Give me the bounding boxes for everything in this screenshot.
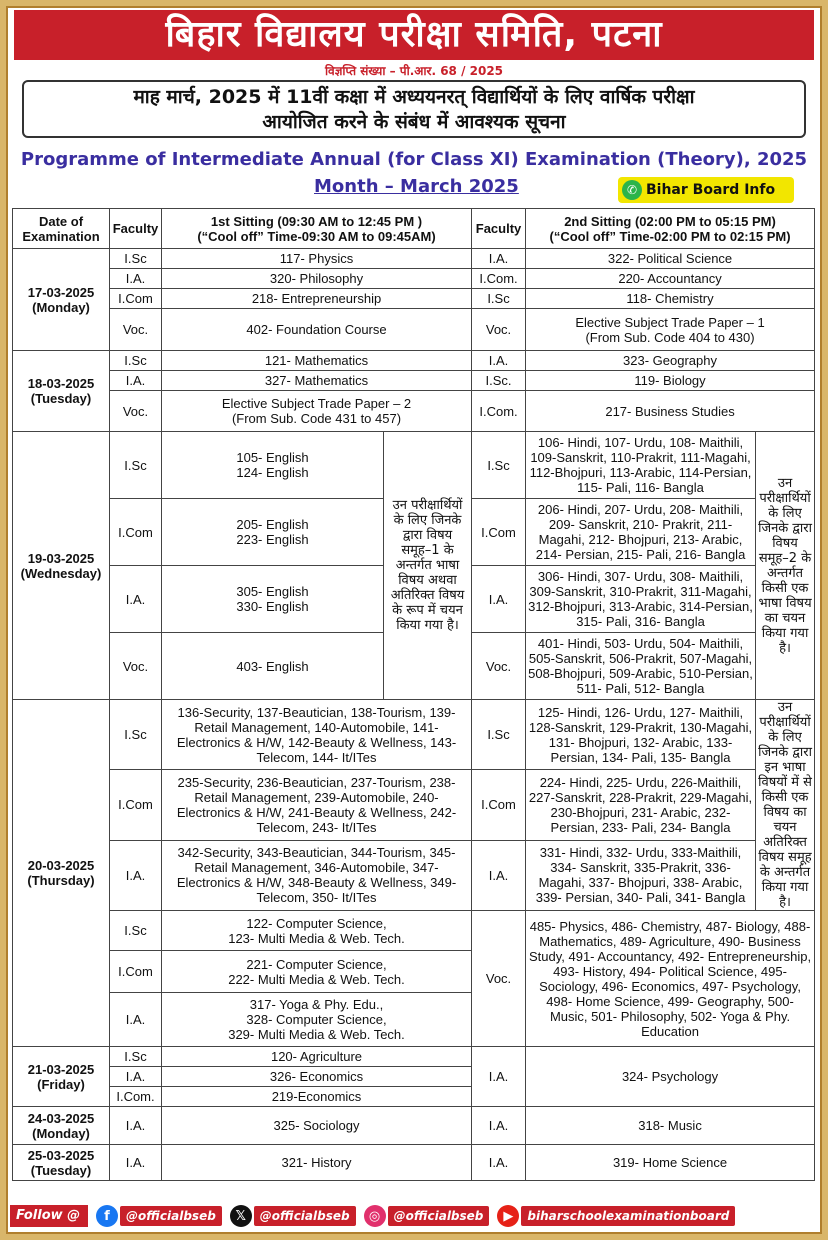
faculty-cell: I.A.	[472, 1107, 526, 1145]
header-date: Date of Examination	[13, 209, 110, 249]
faculty-cell: I.Sc	[110, 351, 162, 371]
header-second-sitting: 2nd Sitting (02:00 PM to 05:15 PM) (“Cool off” Time-02:00 PM to 02:15 PM)	[526, 209, 815, 249]
facebook-icon: f	[96, 1205, 118, 1227]
subject-cell: 331- Hindi, 332- Urdu, 333-Maithili, 334- Sanskrit, 335-Prakrit, 336- Magahi, 337- Bhojpuri, 338- Arabic, 339- Persian, 340- Pali, 341- Bangla	[526, 840, 756, 910]
faculty-cell: Voc.	[110, 309, 162, 351]
language-group-1-note: उन परीक्षार्थियों के लिए जिनके द्वारा विषय समूह–1 के अन्तर्गत भाषा विषय अथवा अतिरिक्त विषय के रूप में चयन किया गया है।	[384, 432, 472, 700]
subject-cell: 321- History	[162, 1145, 472, 1181]
faculty-cell: I.A.	[472, 351, 526, 371]
table-row	[13, 700, 815, 770]
faculty-cell: I.Com	[110, 770, 162, 840]
date-cell: 18-03-2025 (Tuesday)	[13, 351, 110, 432]
subject-cell: 219-Economics	[162, 1087, 472, 1107]
faculty-cell: I.Com.	[110, 1087, 162, 1107]
faculty-cell: I.A.	[472, 566, 526, 633]
date-cell: 25-03-2025 (Tuesday)	[13, 1145, 110, 1181]
faculty-cell: I.A.	[110, 1067, 162, 1087]
faculty-cell: I.A.	[110, 840, 162, 910]
table-row	[13, 1107, 815, 1145]
faculty-cell: I.Com	[472, 499, 526, 566]
subject-cell: 224- Hindi, 225- Urdu, 226-Maithili, 227-Sanskrit, 228-Prakrit, 229-Magahi, 230-Bhojpuri, 231- Arabic, 232- Persian, 233- Pali, 234- Bangla	[526, 770, 756, 840]
subject-cell: 221- Computer Science, 222- Multi Media & Web. Tech.	[162, 951, 472, 993]
faculty-cell: I.A.	[472, 1145, 526, 1181]
faculty-cell: I.A.	[110, 1145, 162, 1181]
faculty-cell: I.Sc	[110, 700, 162, 770]
subject-cell: 325- Sociology	[162, 1107, 472, 1145]
board-title-banner: बिहार विद्यालय परीक्षा समिति, पटना	[14, 10, 814, 60]
faculty-cell: I.Sc	[110, 1047, 162, 1067]
subject-cell: 106- Hindi, 107- Urdu, 108- Maithili, 109-Sanskrit, 110-Prakrit, 111-Magahi, 112-Bhojpuri, 113-Arabic, 114-Persian, 115- Pali, 116- Bangla	[526, 432, 756, 499]
subject-cell: 322- Political Science	[526, 249, 815, 269]
subject-line-2: आयोजित करने के संबंध में आवश्यक सूचना	[262, 111, 566, 133]
whatsapp-icon: ✆	[622, 180, 642, 200]
youtube-handle: biharschoolexaminationboard	[521, 1206, 735, 1226]
facebook-handle: @officialbseb	[120, 1206, 222, 1226]
subject-cell: 117- Physics	[162, 249, 472, 269]
table-row	[13, 840, 815, 910]
notice-number: विज्ञप्ति संख्या – पी.आर. 68 / 2025	[324, 64, 504, 78]
subject-cell: 317- Yoga & Phy. Edu., 328- Computer Science, 329- Multi Media & Web. Tech.	[162, 993, 472, 1047]
subject-line-1: माह मार्च, 2025 में 11वीं कक्षा में अध्ययनरत् विद्यार्थियों के लिए वार्षिक परीक्षा	[133, 86, 695, 108]
subject-cell: 218- Entrepreneurship	[162, 289, 472, 309]
subject-cell: Elective Subject Trade Paper – 1 (From Sub. Code 404 to 430)	[526, 309, 815, 351]
subject-cell: 235-Security, 236-Beautician, 237-Tourism, 238- Retail Management, 239-Automobile, 240-Electronics & H/W, 241-Beauty & Wellness, 242- Telecom, 243- It/ITes	[162, 770, 472, 840]
subject-cell: 217- Business Studies	[526, 391, 815, 432]
faculty-cell: I.Sc	[110, 911, 162, 951]
subject-cell: 326- Economics	[162, 1067, 472, 1087]
youtube-link[interactable]	[497, 1205, 735, 1227]
language-group-2-note: उन परीक्षार्थियों के लिए जिनके द्वारा विषय समूह–2 के अन्तर्गत किसी एक भाषा विषय का चयन किया गया है।	[756, 432, 815, 700]
subject-cell: 342-Security, 343-Beautician, 344-Tourism, 345- Retail Management, 346-Automobile, 347-Electronics & H/W, 348-Beauty & Wellness, 349- Telecom, 350- It/ITes	[162, 840, 472, 910]
faculty-cell: I.Sc	[472, 700, 526, 770]
faculty-cell: I.Com	[110, 499, 162, 566]
faculty-cell: I.Sc	[472, 289, 526, 309]
x-handle: @officialbseb	[254, 1206, 356, 1226]
table-row	[13, 249, 815, 269]
facebook-link[interactable]	[96, 1205, 222, 1227]
subject-cell: 401- Hindi, 503- Urdu, 504- Maithili, 505-Sanskrit, 506-Prakrit, 507-Magahi, 508-Bhojpuri, 509-Arabic, 510-Persian, 511- Pali, 512- Bangla	[526, 633, 756, 700]
x-icon: 𝕏	[230, 1205, 252, 1227]
programme-title: Programme of Intermediate Annual (for Class XI) Examination (Theory), 2025	[20, 149, 808, 170]
instagram-link[interactable]	[364, 1205, 490, 1227]
youtube-icon: ▶	[497, 1205, 519, 1227]
faculty-cell: I.Com.	[472, 269, 526, 289]
table-row	[13, 432, 815, 499]
faculty-cell: I.Sc	[110, 432, 162, 499]
subject-cell: 121- Mathematics	[162, 351, 472, 371]
faculty-cell: I.A.	[110, 371, 162, 391]
table-row	[13, 269, 815, 289]
x-link[interactable]	[230, 1205, 356, 1227]
faculty-cell: Voc.	[472, 633, 526, 700]
subject-cell: 324- Psychology	[526, 1047, 815, 1107]
subject-cell: 118- Chemistry	[526, 289, 815, 309]
instagram-icon: ◎	[364, 1205, 386, 1227]
faculty-cell: I.Sc	[110, 249, 162, 269]
faculty-cell: I.A.	[110, 566, 162, 633]
faculty-cell: I.Sc.	[472, 371, 526, 391]
whatsapp-badge[interactable]	[618, 177, 794, 203]
faculty-cell: I.Sc	[472, 432, 526, 499]
subject-cell: 122- Computer Science, 123- Multi Media & Web. Tech.	[162, 911, 472, 951]
faculty-cell: I.Com	[110, 289, 162, 309]
faculty-cell: I.A.	[110, 993, 162, 1047]
table-row	[13, 1047, 815, 1067]
faculty-cell: I.A.	[110, 269, 162, 289]
faculty-cell: I.Com.	[472, 391, 526, 432]
social-footer	[10, 1202, 818, 1230]
table-row	[13, 289, 815, 309]
table-row	[13, 770, 815, 840]
faculty-cell: I.A.	[472, 249, 526, 269]
header-faculty-1: Faculty	[110, 209, 162, 249]
subject-cell: 320- Philosophy	[162, 269, 472, 289]
subject-cell: Elective Subject Trade Paper – 2 (From Sub. Code 431 to 457)	[162, 391, 472, 432]
faculty-cell: I.A.	[472, 840, 526, 910]
instagram-handle: @officialbseb	[388, 1206, 490, 1226]
header-row	[13, 209, 815, 249]
faculty-cell: Voc.	[110, 633, 162, 700]
subject-cell: 402- Foundation Course	[162, 309, 472, 351]
faculty-cell: Voc.	[110, 391, 162, 432]
subject-cell: 306- Hindi, 307- Urdu, 308- Maithili, 309-Sanskrit, 310-Prakrit, 311-Magahi, 312-Bhojpuri, 313-Arabic, 314-Persian, 315- Pali, 316- Bangla	[526, 566, 756, 633]
whatsapp-label: Bihar Board Info	[646, 182, 776, 198]
subject-cell: 136-Security, 137-Beautician, 138-Tourism, 139- Retail Management, 140-Automobile, 141-Electronics & H/W, 142-Beauty & Wellness, 143- Telecom, 144- It/ITes	[162, 700, 472, 770]
faculty-cell: I.Com	[472, 770, 526, 840]
faculty-cell: Voc.	[472, 309, 526, 351]
subject-cell: 319- Home Science	[526, 1145, 815, 1181]
subject-cell: 485- Physics, 486- Chemistry, 487- Biology, 488- Mathematics, 489- Agriculture, 490- Business Study, 491- Accountancy, 492- Entrepreneurship, 493- History, 494- Political Science, 495- Sociology, 496- Economics, 497- Psychology, 498- Home Science, 499- Geography, 500- Music, 501- Philosophy, 502- Yoga & Phy. Education	[526, 911, 815, 1047]
month-label: Month – March 2025	[314, 176, 519, 197]
subject-cell: 105- English 124- English	[162, 432, 384, 499]
header-faculty-2: Faculty	[472, 209, 526, 249]
follow-label: Follow @	[10, 1205, 88, 1227]
table-row	[13, 309, 815, 351]
subject-cell: 206- Hindi, 207- Urdu, 208- Maithili, 209- Sanskrit, 210- Prakrit, 211- Magahi, 212- Bhojpuri, 213- Arabic, 214- Persian, 215- Pali, 216- Bangla	[526, 499, 756, 566]
faculty-cell: I.A.	[110, 1107, 162, 1145]
table-row	[13, 351, 815, 371]
date-cell: 20-03-2025 (Thursday)	[13, 700, 110, 1047]
subject-cell: 327- Mathematics	[162, 371, 472, 391]
subject-cell: 318- Music	[526, 1107, 815, 1145]
subject-cell: 205- English 223- English	[162, 499, 384, 566]
subject-cell: 323- Geography	[526, 351, 815, 371]
exam-schedule-table	[12, 208, 815, 1181]
subject-cell: 125- Hindi, 126- Urdu, 127- Maithili, 128-Sanskrit, 129-Prakrit, 130-Magahi, 131- Bhojpuri, 132- Arabic, 133- Persian, 134- Pali, 135- Bangla	[526, 700, 756, 770]
notice-subject	[22, 80, 806, 138]
table-row	[13, 1145, 815, 1181]
date-cell: 17-03-2025 (Monday)	[13, 249, 110, 351]
faculty-cell: I.A.	[472, 1047, 526, 1107]
date-cell: 21-03-2025 (Friday)	[13, 1047, 110, 1107]
faculty-cell: Voc.	[472, 911, 526, 1047]
subject-cell: 120- Agriculture	[162, 1047, 472, 1067]
date-cell: 19-03-2025 (Wednesday)	[13, 432, 110, 700]
subject-cell: 403- English	[162, 633, 384, 700]
subject-cell: 119- Biology	[526, 371, 815, 391]
header-first-sitting: 1st Sitting (09:30 AM to 12:45 PM ) (“Cool off” Time-09:30 AM to 09:45AM)	[162, 209, 472, 249]
faculty-cell: I.Com	[110, 951, 162, 993]
additional-group-note: उन परीक्षार्थियों के लिए जिनके द्वारा इन भाषा विषयों में से किसी एक विषय का चयन अतिरिक्त विषय समूह के अन्तर्गत किया गया है।	[756, 700, 815, 911]
subject-cell: 305- English 330- English	[162, 566, 384, 633]
date-cell: 24-03-2025 (Monday)	[13, 1107, 110, 1145]
table-row	[13, 911, 815, 951]
subject-cell: 220- Accountancy	[526, 269, 815, 289]
table-row	[13, 391, 815, 432]
table-row	[13, 371, 815, 391]
